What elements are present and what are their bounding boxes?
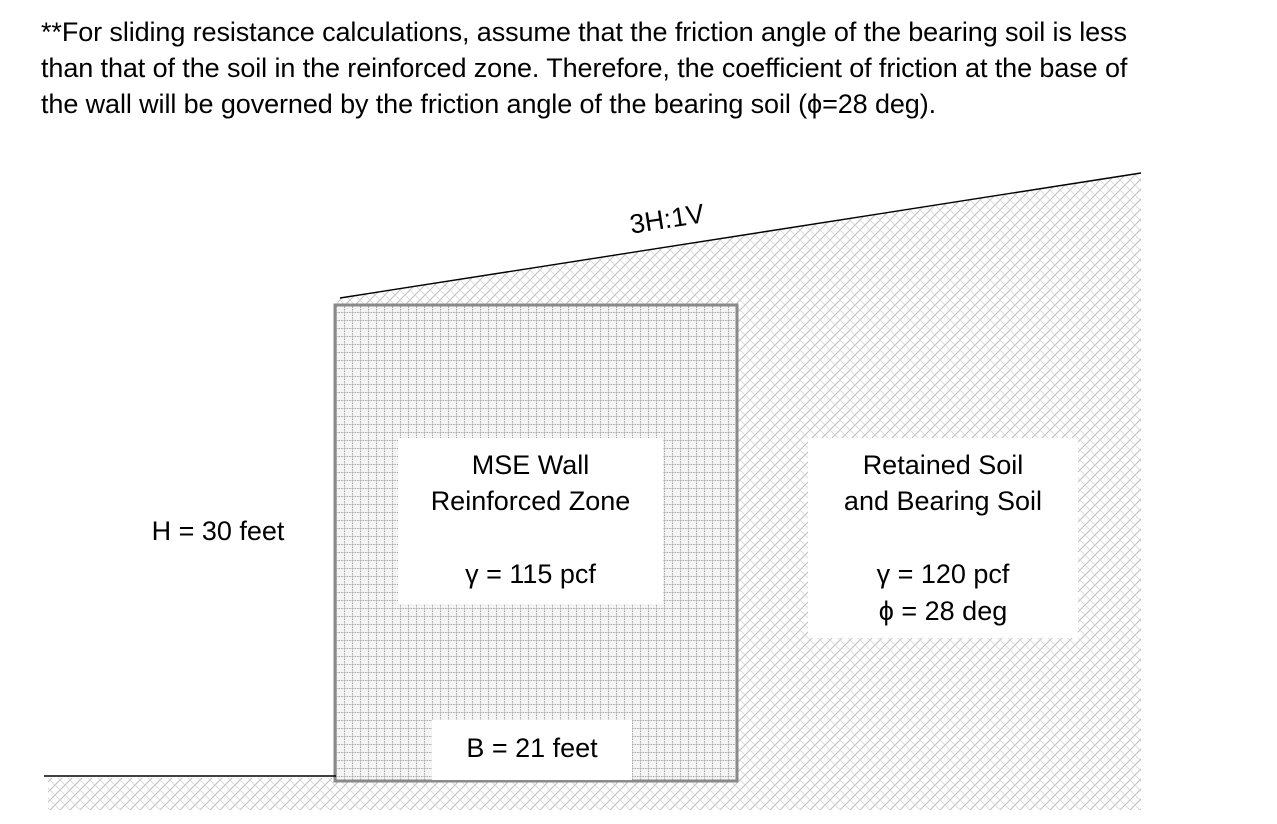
note-line-2: than that of the soil in the reinforced zone. Therefore, the coefficient of friction at the base of bbox=[41, 53, 1128, 83]
reinforced-zone-title-2: Reinforced Zone bbox=[430, 486, 631, 516]
height-label: H = 30 feet bbox=[151, 516, 285, 546]
retained-soil-title-1: Retained Soil bbox=[862, 450, 1024, 480]
retained-soil-title-2: and Bearing Soil bbox=[843, 486, 1043, 516]
base-width-label: B = 21 feet bbox=[466, 733, 598, 763]
slope-label: 3H:1V bbox=[627, 198, 707, 240]
note-line-1: **For sliding resistance calculations, assume that the friction angle of the bearing soil is less bbox=[41, 17, 1127, 47]
reinforced-zone-title-1: MSE Wall bbox=[471, 450, 590, 480]
retained-soil-unit-weight: γ = 120 pcf bbox=[876, 559, 1010, 589]
reinforced-zone-unit-weight: γ = 115 pcf bbox=[465, 559, 596, 589]
note-line-3: the wall will be governed by the friction angle of the bearing soil (ϕ=28 deg). bbox=[41, 89, 937, 119]
bearing-soil-strip bbox=[48, 780, 1141, 810]
retained-soil-friction-angle: ϕ = 28 deg bbox=[878, 596, 1008, 626]
